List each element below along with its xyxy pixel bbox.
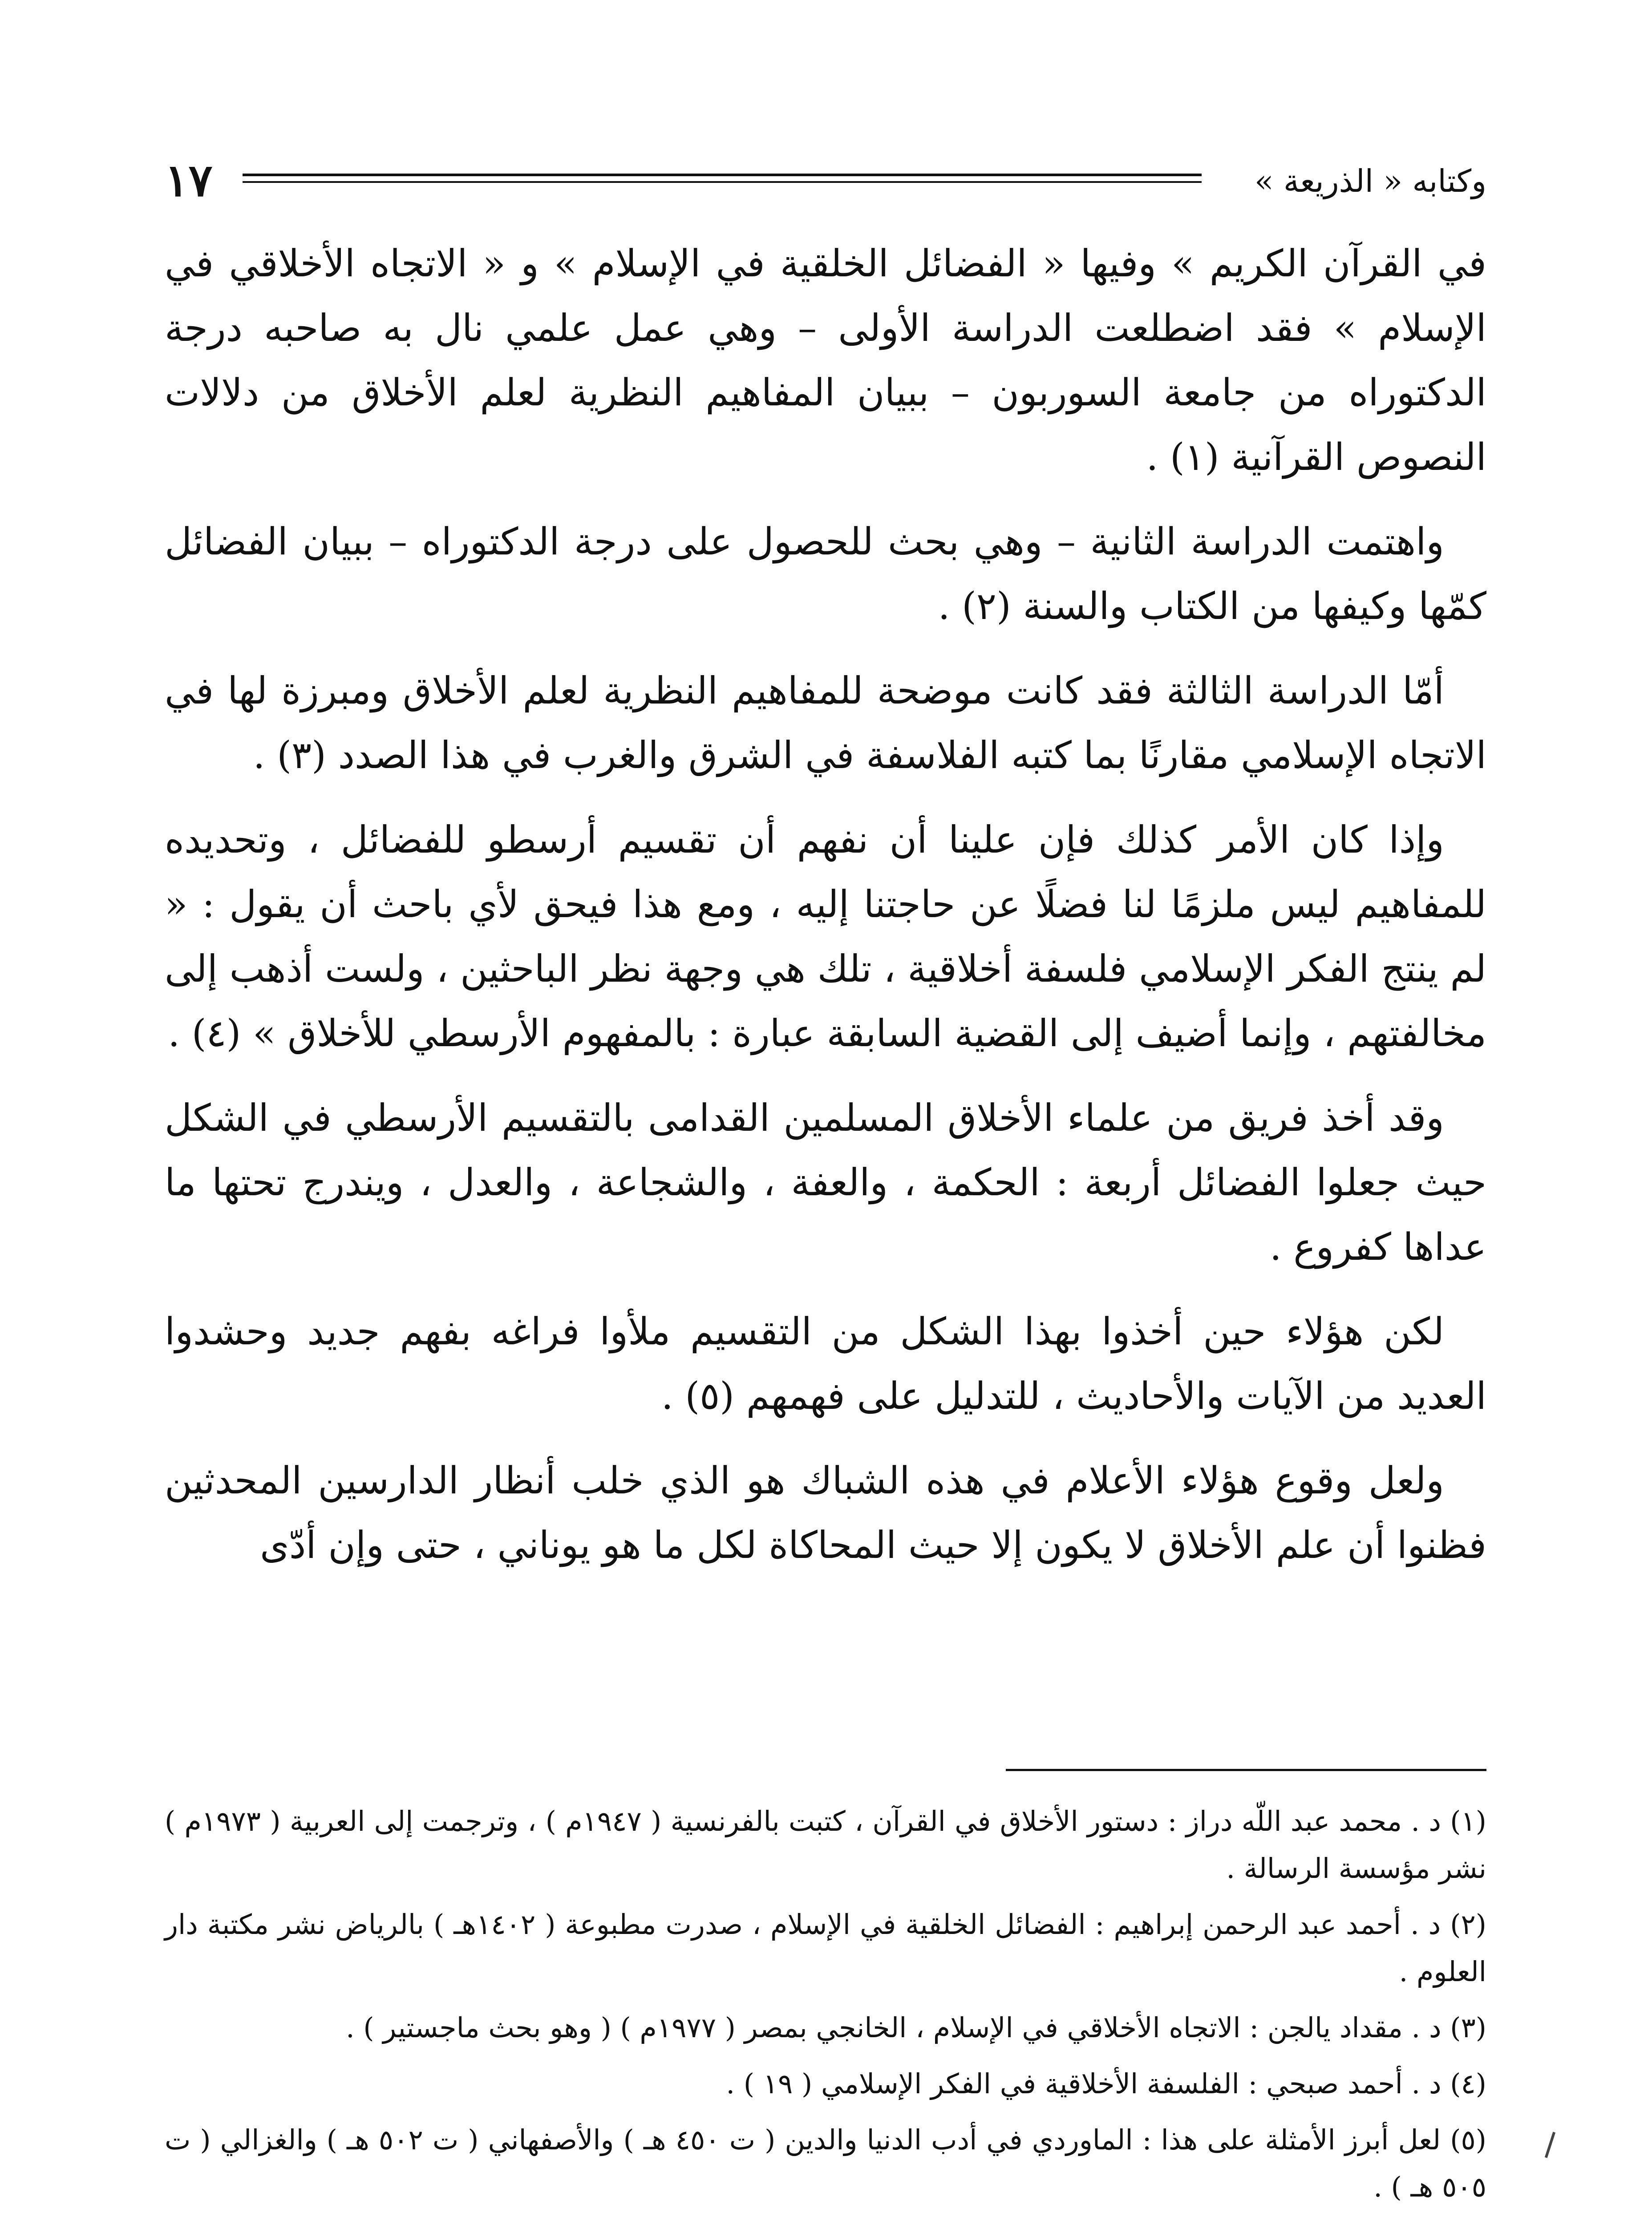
footnote: (١) د . محمد عبد اللّه دراز : دستور الأخلاق في القرآن ، كتبت بالفرنسية ( ١٩٤٧م ) ، وترجمت إلى العربية ( ١٩٧٣م ) نشر مؤسسة الرسالة .	[165, 1805, 1486, 1885]
page-number: ١٧	[165, 154, 213, 206]
paragraph: لكن هؤلاء حين أخذوا بهذا الشكل من التقسيم ملأوا فراغه بفهم جديد وحشدوا العديد من الآيات والأحاديث ، للتدليل على فهمهم (٥) .	[165, 1310, 1486, 1418]
paragraph: في القرآن الكريم » وفيها « الفضائل الخلقية في الإسلام » و « الاتجاه الأخلاقي في الإسلام » فقد اضطلعت الدراسة الأولى – وهي عمل علمي نال به صاحبه درجة الدكتوراه من جامعة السوربون – ببيان المفاهيم النظرية لعلم الأخلاق من دلالات النصوص القرآنية (١) .	[165, 242, 1486, 479]
footnote: (٥) لعل أبرز الأمثلة على هذا : الماوردي في أدب الدنيا والدين ( ت ٤٥٠ هـ ) والأصفهاني ( ت ٥٠٢ هـ ) والغزالي ( ت ٥٠٥ هـ ) .	[165, 2124, 1486, 2203]
paragraph: ولعل وقوع هؤلاء الأعلام في هذه الشباك هو الذي خلب أنظار الدارسين المحدثين فظنوا أن علم الأخلاق لا يكون إلا حيث المحاكاة لكل ما هو يوناني ، حتى وإن أدّى	[165, 1459, 1486, 1567]
main-text	[165, 231, 1486, 1598]
paragraph: أمّا الدراسة الثالثة فقد كانت موضحة للمفاهيم النظرية لعلم الأخلاق ومبرزة لها في الاتجاه الإسلامي مقارنًا بما كتبه الفلاسفة في الشرق والغرب في هذا الصدد (٣) .	[165, 669, 1486, 777]
footnote: (٢) د . أحمد عبد الرحمن إبراهيم : الفضائل الخلقية في الإسلام ، صدرت مطبوعة ( ١٤٠٢هـ ) بالرياض نشر مكتبة دار العلوم .	[165, 1908, 1486, 1988]
footnote-separator	[1006, 1769, 1486, 1771]
footnote: (٤) د . أحمد صبحي : الفلسفة الأخلاقية في الفكر الإسلامي ( ١٩ ) .	[726, 2067, 1486, 2100]
running-title: وكتابه « الذريعة »	[1254, 163, 1486, 199]
paragraph: واهتمت الدراسة الثانية – وهي بحث للحصول على درجة الدكتوراه – ببيان الفضائل كمّها وكيفها من الكتاب والسنة (٢) .	[165, 520, 1486, 628]
paragraph: وإذا كان الأمر كذلك فإن علينا أن نفهم أن تقسيم أرسطو للفضائل ، وتحديده للمفاهيم ليس ملزمًا لنا فضلًا عن حاجتنا إليه ، ومع هذا فيحق لأي باحث أن يقول : « لم ينتج الفكر الإسلامي فلسفة أخلاقية ، تلك هي وجهة نظر الباحثين ، ولست أذهب إلى مخالفتهم ، وإنما أضيف إلى القضية السابقة عبارة : بالمفهوم الأرسطي للأخلاق » (٤) .	[165, 818, 1486, 1055]
footnote: (٣) د . مقداد يالجن : الاتجاه الأخلاقي في الإسلام ، الخانجي بمصر ( ١٩٧٧م ) ( وهو بحث ماجستير ) .	[346, 2011, 1486, 2044]
margin-pen-mark	[1545, 2132, 1555, 2158]
footnotes	[165, 1798, 1486, 2220]
header-rule	[243, 174, 1202, 176]
running-header	[165, 154, 1486, 207]
header-rule-thin	[243, 181, 1202, 183]
paragraph: وقد أخذ فريق من علماء الأخلاق المسلمين القدامى بالتقسيم الأرسطي في الشكل حيث جعلوا الفضائل أربعة : الحكمة ، والعفة ، والشجاعة ، والعدل ، ويندرج تحتها ما عداها كفروع .	[165, 1096, 1486, 1269]
